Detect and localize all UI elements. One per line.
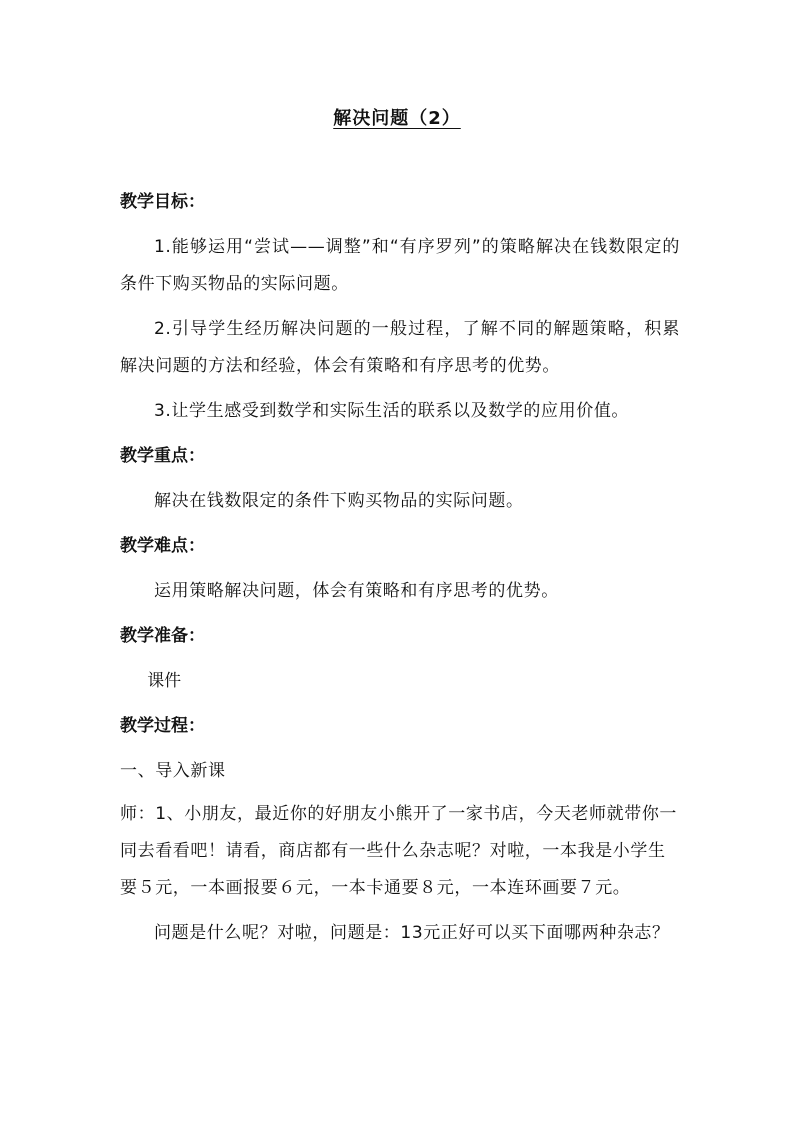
goals-heading: 教学目标： <box>120 192 205 212</box>
document-body <box>120 184 680 960</box>
difficulty-heading: 教学难点： <box>120 536 205 556</box>
goal-item-2: 2.引导学生经历解决问题的一般过程，了解不同的解题策略，积累解决问题的方法和经验，体会有策略和有序思考的优势。 <box>120 319 680 376</box>
key-points-heading: 教学重点： <box>120 446 205 466</box>
preparation-text: 课件 <box>147 671 182 691</box>
process-heading: 教学过程： <box>120 716 205 736</box>
difficulty-text: 运用策略解决问题，体会有策略和有序思考的优势。 <box>154 581 559 601</box>
goal-item-3: 3.让学生感受到数学和实际生活的联系以及数学的应用价值。 <box>154 401 630 421</box>
document-title-text: 解决问题（2） <box>333 108 461 129</box>
step-one-heading: 一、导入新课 <box>120 761 226 781</box>
preparation-heading: 教学准备： <box>120 626 205 646</box>
goal-item-1: 1.能够运用“尝试——调整”和“有序罗列”的策略解决在钱数限定的条件下购买物品的实际问题。 <box>120 237 680 294</box>
key-points-text: 解决在钱数限定的条件下购买物品的实际问题。 <box>154 491 524 511</box>
document-title <box>0 104 794 130</box>
teacher-paragraph: 师：1、小朋友，最近你的好朋友小熊开了一家书店，今天老师就带你一同去看看吧！请看，商店都有一些什么杂志呢？对啦，一本我是小学生要５元，一本画报要６元，一本卡通要８元，一本连环画要７元。 <box>120 804 678 898</box>
question-paragraph: 问题是什么呢？对啦，问题是：13元正好可以买下面哪两种杂志？ <box>154 923 670 943</box>
